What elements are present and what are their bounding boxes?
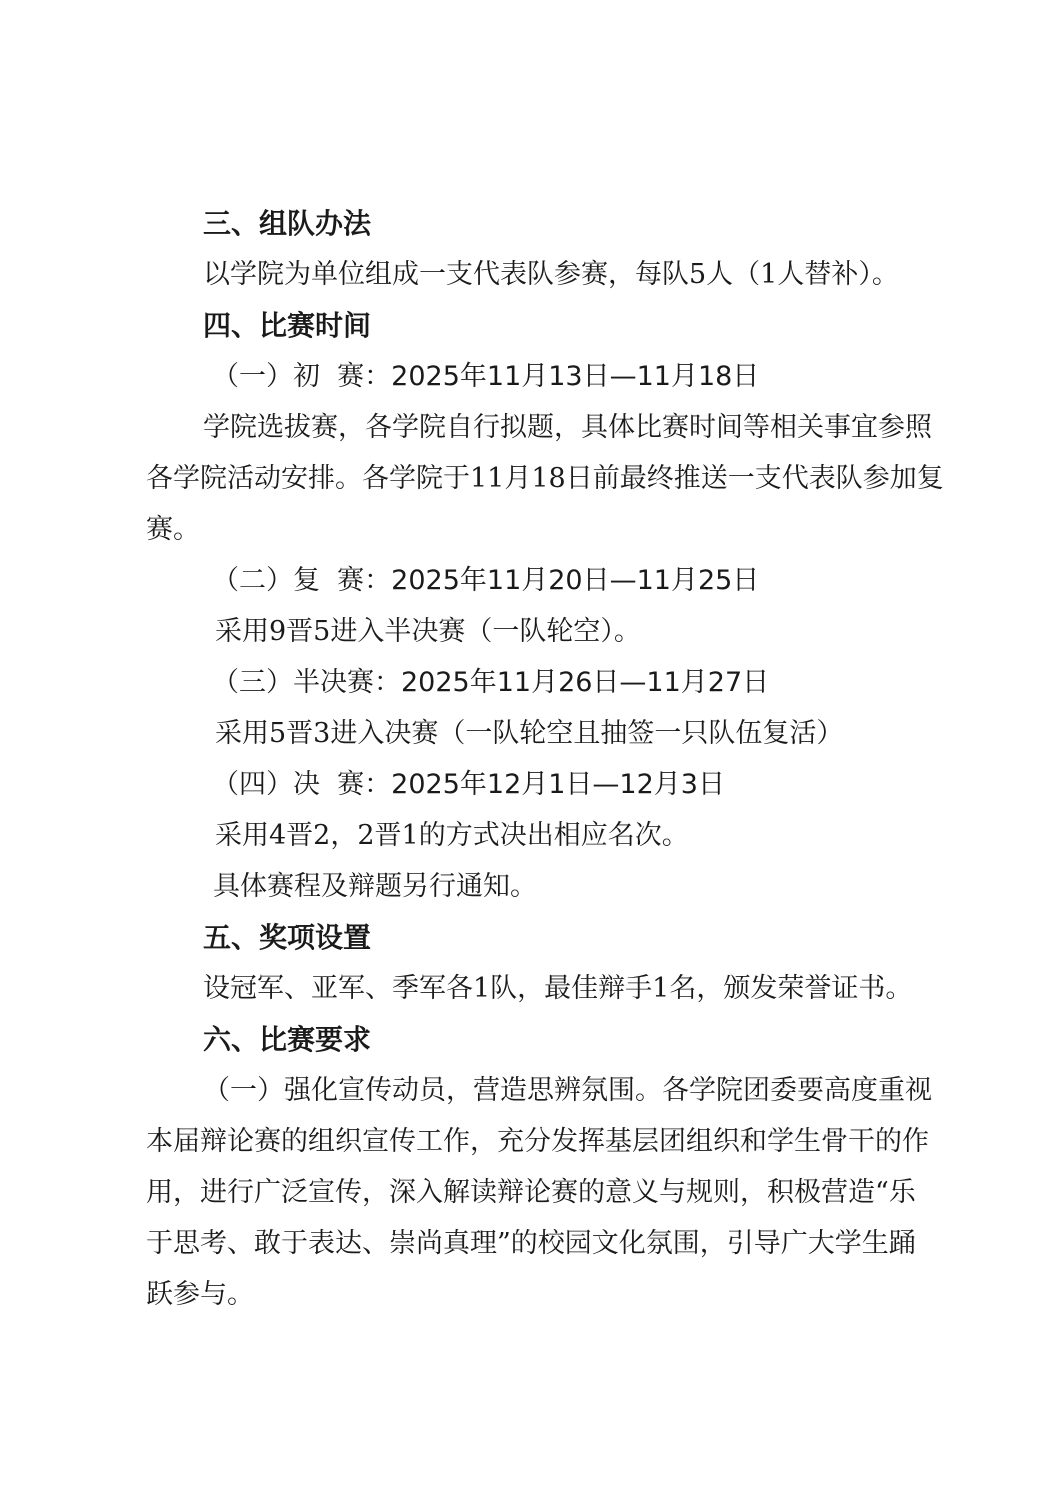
stage-4-line xyxy=(212,759,1012,810)
stage-1-label: （一）初 赛： xyxy=(212,361,392,392)
section-6-heading: 六、比赛要求 xyxy=(203,1023,372,1056)
stage-1-date: 2025年11月13日—11月18日 xyxy=(391,361,760,392)
stage-1-body-line-2: 各学院活动安排。各学院于11月18日前最终推送一支代表队参加复 xyxy=(146,463,944,494)
section-5-heading: 五、奖项设置 xyxy=(203,921,372,954)
stage-3-body: 采用5晋3进入决赛（一队轮空且抽签一只队伍复活） xyxy=(215,718,844,749)
stage-4-body: 采用4晋2，2晋1的方式决出相应名次。 xyxy=(215,820,689,851)
section-5-body: 设冠军、亚军、季军各1队，最佳辩手1名，颁发荣誉证书。 xyxy=(203,973,913,1004)
stage-4-label: （四）决 赛： xyxy=(212,769,392,800)
section-6-body-line-1: （一）强化宣传动员，营造思辨氛围。各学院团委要高度重视 xyxy=(203,1075,932,1106)
section-4-heading: 四、比赛时间 xyxy=(203,309,372,342)
section-6-body-line-2: 本届辩论赛的组织宣传工作，充分发挥基层团组织和学生骨干的作 xyxy=(146,1126,929,1157)
stage-2-label: （二）复 赛： xyxy=(212,565,392,596)
stage-3-date: 2025年11月26日—11月27日 xyxy=(401,667,770,698)
section-3-body: 以学院为单位组成一支代表队参赛，每队5人（1人替补）。 xyxy=(203,259,899,290)
section-6-body-line-4: 于思考、敢于表达、崇尚真理”的校园文化氛围，引导广大学生踊 xyxy=(146,1228,916,1259)
section-6-body-line-3: 用，进行广泛宣传，深入解读辩论赛的意义与规则，积极营造“乐 xyxy=(146,1177,916,1208)
stage-2-body: 采用9晋5进入半决赛（一队轮空）。 xyxy=(215,616,641,647)
section-3-heading: 三、组队办法 xyxy=(203,207,372,240)
stage-1-body-line-1: 学院选拔赛，各学院自行拟题，具体比赛时间等相关事宜参照 xyxy=(203,412,932,443)
stage-3-line xyxy=(212,657,1012,708)
schedule-note: 具体赛程及辩题另行通知。 xyxy=(213,871,537,902)
stage-3-label: （三）半决赛： xyxy=(212,667,401,698)
section-6-body-line-5: 跃参与。 xyxy=(146,1279,254,1310)
stage-2-line xyxy=(212,555,1012,606)
stage-4-date: 2025年12月1日—12月3日 xyxy=(391,769,725,800)
stage-1-body-line-3: 赛。 xyxy=(146,514,200,545)
stage-2-date: 2025年11月20日—11月25日 xyxy=(391,565,760,596)
stage-1-line xyxy=(212,351,1012,402)
